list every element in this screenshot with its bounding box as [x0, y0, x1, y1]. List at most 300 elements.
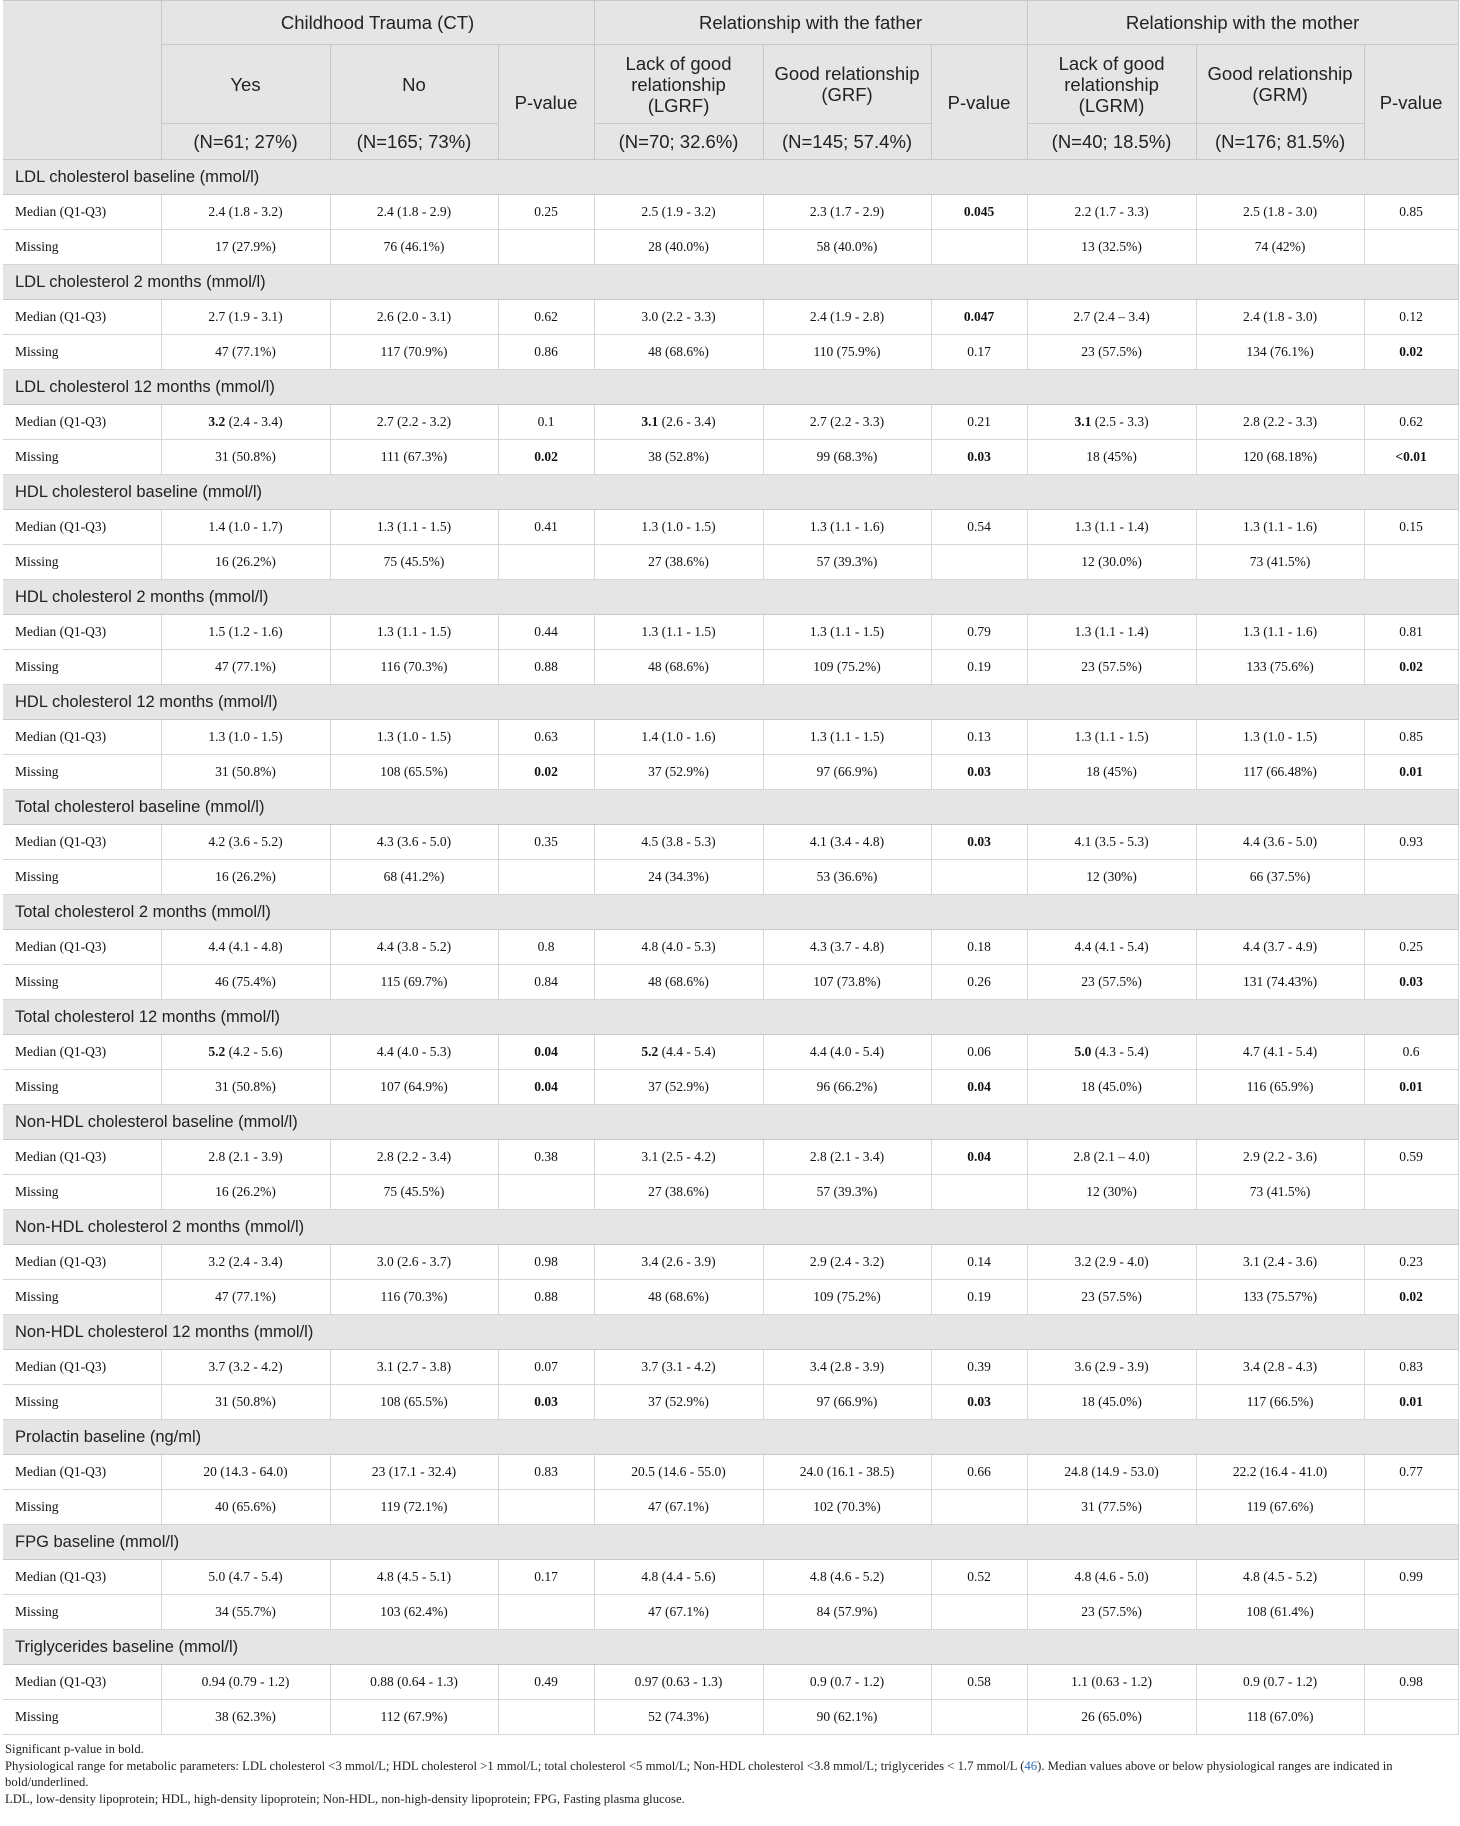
table-row — [3, 1350, 1458, 1385]
table-row — [3, 1245, 1458, 1280]
cell-father-pvalue: 0.26 — [931, 965, 1027, 1000]
cell-grf: 24.0 (16.1 - 38.5) — [763, 1455, 931, 1490]
cell-ct-yes: 1.5 (1.2 - 1.6) — [161, 615, 330, 650]
cell-grf: 0.9 (0.7 - 1.2) — [763, 1665, 931, 1700]
cell-ct-pvalue: 0.02 — [498, 440, 594, 475]
cell-ct-pvalue: 0.98 — [498, 1245, 594, 1280]
cell-father-pvalue — [931, 1175, 1027, 1210]
cell-lgrm: 12 (30.0%) — [1027, 545, 1196, 580]
cell-lgrm: 18 (45%) — [1027, 440, 1196, 475]
cell-grm: 66 (37.5%) — [1196, 860, 1364, 895]
cell-ct-yes: 3.2 (2.4 - 3.4) — [161, 1245, 330, 1280]
cell-grm: 2.8 (2.2 - 3.3) — [1196, 405, 1364, 440]
row-label: Missing — [3, 1280, 161, 1315]
cell-lgrf: 47 (67.1%) — [594, 1595, 763, 1630]
cell-ct-pvalue: 0.25 — [498, 195, 594, 230]
cell-ct-yes: 31 (50.8%) — [161, 755, 330, 790]
row-label: Missing — [3, 755, 161, 790]
col-header-grm: Good relationship (GRM) — [1196, 45, 1364, 124]
col-header-ct-yes: Yes — [161, 45, 330, 124]
section-title: HDL cholesterol 12 months (mmol/l) — [3, 685, 1458, 720]
cell-lgrf: 4.8 (4.4 - 5.6) — [594, 1560, 763, 1595]
table-row — [3, 440, 1458, 475]
results-table — [3, 0, 1459, 1735]
cell-grf: 3.4 (2.8 - 3.9) — [763, 1350, 931, 1385]
cell-lgrm: 23 (57.5%) — [1027, 335, 1196, 370]
section-title: Non-HDL cholesterol 2 months (mmol/l) — [3, 1210, 1458, 1245]
range-value: (2.6 - 3.4) — [658, 414, 716, 429]
cell-ct-pvalue — [498, 1595, 594, 1630]
cell-lgrm: 18 (45.0%) — [1027, 1385, 1196, 1420]
cell-ct-pvalue: 0.04 — [498, 1070, 594, 1105]
section-title: HDL cholesterol baseline (mmol/l) — [3, 475, 1458, 510]
cell-lgrf: 3.7 (3.1 - 4.2) — [594, 1350, 763, 1385]
cell-grf: 58 (40.0%) — [763, 230, 931, 265]
cell-father-pvalue: 0.04 — [931, 1140, 1027, 1175]
cell-ct-pvalue: 0.49 — [498, 1665, 594, 1700]
bold-median-value: 3.1 — [641, 414, 659, 429]
cell-ct-no: 115 (69.7%) — [330, 965, 498, 1000]
table-row — [3, 930, 1458, 965]
cell-lgrm: 3.6 (2.9 - 3.9) — [1027, 1350, 1196, 1385]
cell-ct-pvalue — [498, 545, 594, 580]
range-value: (4.4 - 5.4) — [658, 1044, 716, 1059]
cell-lgrm: 12 (30%) — [1027, 860, 1196, 895]
cell-ct-pvalue: 0.62 — [498, 300, 594, 335]
cell-ct-no: 75 (45.5%) — [330, 1175, 498, 1210]
cell-father-pvalue: 0.17 — [931, 335, 1027, 370]
cell-father-pvalue: 0.14 — [931, 1245, 1027, 1280]
table-row — [3, 720, 1458, 755]
cell-grm: 133 (75.57%) — [1196, 1280, 1364, 1315]
col-header-grf: Good relationship (GRF) — [763, 45, 931, 124]
cell-mother-pvalue: 0.12 — [1364, 300, 1458, 335]
cell-ct-no: 117 (70.9%) — [330, 335, 498, 370]
cell-lgrf — [594, 405, 763, 440]
cell-grm: 117 (66.48%) — [1196, 755, 1364, 790]
table-row — [3, 405, 1458, 440]
cell-lgrf: 27 (38.6%) — [594, 1175, 763, 1210]
cell-mother-pvalue: 0.01 — [1364, 1070, 1458, 1105]
cell-mother-pvalue: 0.99 — [1364, 1560, 1458, 1595]
cell-ct-yes: 31 (50.8%) — [161, 440, 330, 475]
cell-father-pvalue — [931, 1595, 1027, 1630]
cell-grm: 4.7 (4.1 - 5.4) — [1196, 1035, 1364, 1070]
cell-ct-yes: 4.4 (4.1 - 4.8) — [161, 930, 330, 965]
cell-grf: 2.4 (1.9 - 2.8) — [763, 300, 931, 335]
cell-lgrf — [594, 1035, 763, 1070]
n-grf: (N=145; 57.4%) — [763, 124, 931, 160]
cell-grm: 1.3 (1.0 - 1.5) — [1196, 720, 1364, 755]
section-header-row — [3, 160, 1458, 195]
cell-ct-pvalue: 0.38 — [498, 1140, 594, 1175]
cell-ct-no: 108 (65.5%) — [330, 755, 498, 790]
cell-ct-pvalue — [498, 1700, 594, 1735]
row-label: Median (Q1-Q3) — [3, 300, 161, 335]
cell-mother-pvalue: 0.85 — [1364, 195, 1458, 230]
row-label: Median (Q1-Q3) — [3, 1665, 161, 1700]
cell-grm: 2.5 (1.8 - 3.0) — [1196, 195, 1364, 230]
table-row — [3, 965, 1458, 1000]
cell-lgrm: 4.4 (4.1 - 5.4) — [1027, 930, 1196, 965]
cell-ct-pvalue: 0.8 — [498, 930, 594, 965]
section-title: HDL cholesterol 2 months (mmol/l) — [3, 580, 1458, 615]
table-row — [3, 1700, 1458, 1735]
row-label: Missing — [3, 860, 161, 895]
cell-father-pvalue: 0.54 — [931, 510, 1027, 545]
cell-ct-no: 103 (62.4%) — [330, 1595, 498, 1630]
table-row — [3, 230, 1458, 265]
cell-ct-no: 4.4 (3.8 - 5.2) — [330, 930, 498, 965]
cell-ct-pvalue: 0.17 — [498, 1560, 594, 1595]
cell-lgrf: 27 (38.6%) — [594, 545, 763, 580]
cell-grm: 3.1 (2.4 - 3.6) — [1196, 1245, 1364, 1280]
cell-lgrm: 13 (32.5%) — [1027, 230, 1196, 265]
cell-ct-yes: 16 (26.2%) — [161, 545, 330, 580]
cell-father-pvalue: 0.03 — [931, 755, 1027, 790]
cell-mother-pvalue — [1364, 545, 1458, 580]
cell-mother-pvalue: 0.98 — [1364, 1665, 1458, 1700]
row-label: Missing — [3, 965, 161, 1000]
cell-ct-pvalue: 0.03 — [498, 1385, 594, 1420]
row-label: Median (Q1-Q3) — [3, 1455, 161, 1490]
cell-ct-yes: 20 (14.3 - 64.0) — [161, 1455, 330, 1490]
table-row — [3, 545, 1458, 580]
cell-mother-pvalue: 0.83 — [1364, 1350, 1458, 1385]
cell-grm: 22.2 (16.4 - 41.0) — [1196, 1455, 1364, 1490]
cell-ct-yes: 38 (62.3%) — [161, 1700, 330, 1735]
cell-mother-pvalue — [1364, 1175, 1458, 1210]
cell-ct-yes: 47 (77.1%) — [161, 1280, 330, 1315]
cell-lgrf: 52 (74.3%) — [594, 1700, 763, 1735]
cell-ct-no: 108 (65.5%) — [330, 1385, 498, 1420]
cell-mother-pvalue: 0.85 — [1364, 720, 1458, 755]
cell-mother-pvalue: 0.02 — [1364, 335, 1458, 370]
cell-ct-no: 2.4 (1.8 - 2.9) — [330, 195, 498, 230]
cell-ct-yes: 47 (77.1%) — [161, 650, 330, 685]
cell-grm: 4.8 (4.5 - 5.2) — [1196, 1560, 1364, 1595]
cell-ct-yes: 2.7 (1.9 - 3.1) — [161, 300, 330, 335]
cell-grf: 97 (66.9%) — [763, 1385, 931, 1420]
cell-father-pvalue: 0.21 — [931, 405, 1027, 440]
cell-mother-pvalue: 0.23 — [1364, 1245, 1458, 1280]
cell-ct-no: 112 (67.9%) — [330, 1700, 498, 1735]
bold-median-value: 5.0 — [1074, 1044, 1092, 1059]
cell-lgrf: 0.97 (0.63 - 1.3) — [594, 1665, 763, 1700]
cell-ct-pvalue: 0.41 — [498, 510, 594, 545]
cell-father-pvalue: 0.66 — [931, 1455, 1027, 1490]
cell-ct-yes: 1.4 (1.0 - 1.7) — [161, 510, 330, 545]
cell-ct-yes: 17 (27.9%) — [161, 230, 330, 265]
cell-grf: 1.3 (1.1 - 1.5) — [763, 720, 931, 755]
cell-lgrf: 4.8 (4.0 - 5.3) — [594, 930, 763, 965]
table-row — [3, 1175, 1458, 1210]
cell-lgrm: 12 (30%) — [1027, 1175, 1196, 1210]
cell-mother-pvalue: 0.77 — [1364, 1455, 1458, 1490]
cell-lgrm: 23 (57.5%) — [1027, 965, 1196, 1000]
cell-grm: 73 (41.5%) — [1196, 545, 1364, 580]
cell-ct-no: 116 (70.3%) — [330, 1280, 498, 1315]
section-header-row — [3, 895, 1458, 930]
cell-ct-pvalue: 0.88 — [498, 650, 594, 685]
cell-father-pvalue — [931, 1700, 1027, 1735]
table-row — [3, 1035, 1458, 1070]
cell-grf: 1.3 (1.1 - 1.5) — [763, 615, 931, 650]
cell-father-pvalue — [931, 860, 1027, 895]
cell-ct-pvalue: 0.07 — [498, 1350, 594, 1385]
cell-ct-pvalue: 0.04 — [498, 1035, 594, 1070]
table-row — [3, 650, 1458, 685]
cell-grm: 116 (65.9%) — [1196, 1070, 1364, 1105]
range-value: (4.2 - 5.6) — [225, 1044, 283, 1059]
cell-ct-no: 111 (67.3%) — [330, 440, 498, 475]
section-title: LDL cholesterol 2 months (mmol/l) — [3, 265, 1458, 300]
cell-mother-pvalue: 0.15 — [1364, 510, 1458, 545]
cell-grf: 4.4 (4.0 - 5.4) — [763, 1035, 931, 1070]
cell-ct-no: 0.88 (0.64 - 1.3) — [330, 1665, 498, 1700]
cell-lgrf: 48 (68.6%) — [594, 965, 763, 1000]
cell-grf: 57 (39.3%) — [763, 545, 931, 580]
cell-ct-no: 3.1 (2.7 - 3.8) — [330, 1350, 498, 1385]
row-label: Median (Q1-Q3) — [3, 1035, 161, 1070]
cell-ct-no: 4.4 (4.0 - 5.3) — [330, 1035, 498, 1070]
cell-grm: 117 (66.5%) — [1196, 1385, 1364, 1420]
cell-mother-pvalue — [1364, 860, 1458, 895]
cell-grm: 131 (74.43%) — [1196, 965, 1364, 1000]
cell-father-pvalue — [931, 230, 1027, 265]
cell-lgrm: 1.1 (0.63 - 1.2) — [1027, 1665, 1196, 1700]
cell-lgrm: 1.3 (1.1 - 1.4) — [1027, 510, 1196, 545]
cell-lgrf: 38 (52.8%) — [594, 440, 763, 475]
row-label: Missing — [3, 545, 161, 580]
cell-lgrm: 26 (65.0%) — [1027, 1700, 1196, 1735]
cell-father-pvalue — [931, 1490, 1027, 1525]
cell-mother-pvalue: 0.01 — [1364, 755, 1458, 790]
cell-lgrm — [1027, 405, 1196, 440]
row-label: Missing — [3, 335, 161, 370]
cell-grm: 118 (67.0%) — [1196, 1700, 1364, 1735]
section-header-row — [3, 1630, 1458, 1665]
cell-grf: 107 (73.8%) — [763, 965, 931, 1000]
cell-ct-yes: 1.3 (1.0 - 1.5) — [161, 720, 330, 755]
col-header-ct-no: No — [330, 45, 498, 124]
cell-ct-yes: 2.8 (2.1 - 3.9) — [161, 1140, 330, 1175]
cell-lgrf: 37 (52.9%) — [594, 755, 763, 790]
group-header-mother: Relationship with the mother — [1027, 1, 1458, 45]
cell-lgrm: 2.8 (2.1 – 4.0) — [1027, 1140, 1196, 1175]
cell-grm: 134 (76.1%) — [1196, 335, 1364, 370]
cell-lgrf: 20.5 (14.6 - 55.0) — [594, 1455, 763, 1490]
cell-lgrm: 4.8 (4.6 - 5.0) — [1027, 1560, 1196, 1595]
cell-grm: 3.4 (2.8 - 4.3) — [1196, 1350, 1364, 1385]
footnote-significance: Significant p-value in bold. — [5, 1742, 144, 1756]
cell-lgrf: 3.4 (2.6 - 3.9) — [594, 1245, 763, 1280]
cell-lgrf: 1.3 (1.0 - 1.5) — [594, 510, 763, 545]
cell-ct-no: 75 (45.5%) — [330, 545, 498, 580]
cell-lgrf: 24 (34.3%) — [594, 860, 763, 895]
cell-lgrf: 4.5 (3.8 - 5.3) — [594, 825, 763, 860]
col-header-father-pvalue: P-value — [931, 45, 1027, 160]
row-label: Missing — [3, 230, 161, 265]
cell-mother-pvalue: 0.62 — [1364, 405, 1458, 440]
cell-grf: 84 (57.9%) — [763, 1595, 931, 1630]
table-header — [3, 1, 1458, 160]
cell-grf: 4.8 (4.6 - 5.2) — [763, 1560, 931, 1595]
table-row — [3, 1455, 1458, 1490]
col-header-mother-pvalue: P-value — [1364, 45, 1458, 160]
section-header-row — [3, 1000, 1458, 1035]
cell-ct-no: 1.3 (1.1 - 1.5) — [330, 615, 498, 650]
section-title: LDL cholesterol 12 months (mmol/l) — [3, 370, 1458, 405]
cell-ct-no: 76 (46.1%) — [330, 230, 498, 265]
row-label: Median (Q1-Q3) — [3, 615, 161, 650]
cell-lgrf: 1.3 (1.1 - 1.5) — [594, 615, 763, 650]
row-label: Median (Q1-Q3) — [3, 1245, 161, 1280]
cell-mother-pvalue — [1364, 1700, 1458, 1735]
section-header-row — [3, 475, 1458, 510]
cell-father-pvalue: 0.13 — [931, 720, 1027, 755]
cell-mother-pvalue — [1364, 1490, 1458, 1525]
range-value: (4.3 - 5.4) — [1091, 1044, 1149, 1059]
cell-grf: 99 (68.3%) — [763, 440, 931, 475]
n-lgrm: (N=40; 18.5%) — [1027, 124, 1196, 160]
range-value: (2.4 - 3.4) — [225, 414, 283, 429]
table-body — [3, 160, 1458, 1735]
cell-ct-yes: 40 (65.6%) — [161, 1490, 330, 1525]
cell-grm: 108 (61.4%) — [1196, 1595, 1364, 1630]
cell-father-pvalue: 0.06 — [931, 1035, 1027, 1070]
cell-ct-yes: 31 (50.8%) — [161, 1070, 330, 1105]
cell-ct-pvalue — [498, 1175, 594, 1210]
cell-grf: 97 (66.9%) — [763, 755, 931, 790]
cell-lgrf: 37 (52.9%) — [594, 1385, 763, 1420]
bold-median-value: 3.2 — [208, 414, 226, 429]
section-header-row — [3, 685, 1458, 720]
cell-ct-pvalue: 0.63 — [498, 720, 594, 755]
cell-lgrf: 2.5 (1.9 - 3.2) — [594, 195, 763, 230]
cell-lgrm: 2.2 (1.7 - 3.3) — [1027, 195, 1196, 230]
section-title: Non-HDL cholesterol baseline (mmol/l) — [3, 1105, 1458, 1140]
cell-mother-pvalue: 0.03 — [1364, 965, 1458, 1000]
cell-ct-no: 107 (64.9%) — [330, 1070, 498, 1105]
table-row — [3, 825, 1458, 860]
cell-ct-yes: 0.94 (0.79 - 1.2) — [161, 1665, 330, 1700]
section-header-row — [3, 1315, 1458, 1350]
table-row — [3, 860, 1458, 895]
cell-grm: 74 (42%) — [1196, 230, 1364, 265]
section-header-row — [3, 370, 1458, 405]
row-label: Missing — [3, 1595, 161, 1630]
cell-grm: 0.9 (0.7 - 1.2) — [1196, 1665, 1364, 1700]
cell-mother-pvalue: 0.01 — [1364, 1385, 1458, 1420]
cell-mother-pvalue: 0.02 — [1364, 650, 1458, 685]
cell-father-pvalue: 0.03 — [931, 1385, 1027, 1420]
citation-link[interactable]: 46 — [1024, 1758, 1038, 1773]
cell-father-pvalue: 0.04 — [931, 1070, 1027, 1105]
cell-grf: 4.3 (3.7 - 4.8) — [763, 930, 931, 965]
cell-grf: 53 (36.6%) — [763, 860, 931, 895]
cell-grm: 1.3 (1.1 - 1.6) — [1196, 510, 1364, 545]
row-label: Median (Q1-Q3) — [3, 1350, 161, 1385]
table-row — [3, 1140, 1458, 1175]
group-header-father: Relationship with the father — [594, 1, 1027, 45]
cell-ct-no: 2.7 (2.2 - 3.2) — [330, 405, 498, 440]
cell-ct-pvalue — [498, 860, 594, 895]
section-header-row — [3, 265, 1458, 300]
cell-mother-pvalue — [1364, 230, 1458, 265]
cell-grf: 102 (70.3%) — [763, 1490, 931, 1525]
cell-grf: 4.1 (3.4 - 4.8) — [763, 825, 931, 860]
cell-father-pvalue: 0.39 — [931, 1350, 1027, 1385]
cell-lgrf: 37 (52.9%) — [594, 1070, 763, 1105]
cell-grm: 1.3 (1.1 - 1.6) — [1196, 615, 1364, 650]
cell-grm: 73 (41.5%) — [1196, 1175, 1364, 1210]
bold-median-value: 5.2 — [208, 1044, 226, 1059]
cell-grm: 4.4 (3.7 - 4.9) — [1196, 930, 1364, 965]
row-label: Median (Q1-Q3) — [3, 930, 161, 965]
cell-grm: 4.4 (3.6 - 5.0) — [1196, 825, 1364, 860]
cell-lgrm: 18 (45.0%) — [1027, 1070, 1196, 1105]
cell-lgrm: 4.1 (3.5 - 5.3) — [1027, 825, 1196, 860]
cell-ct-no: 68 (41.2%) — [330, 860, 498, 895]
row-label: Median (Q1-Q3) — [3, 195, 161, 230]
cell-mother-pvalue: 0.25 — [1364, 930, 1458, 965]
cell-mother-pvalue: 0.02 — [1364, 1280, 1458, 1315]
section-header-row — [3, 1525, 1458, 1560]
cell-grf: 96 (66.2%) — [763, 1070, 931, 1105]
group-header-ct: Childhood Trauma (CT) — [161, 1, 594, 45]
cell-grf: 109 (75.2%) — [763, 1280, 931, 1315]
section-title: Non-HDL cholesterol 12 months (mmol/l) — [3, 1315, 1458, 1350]
row-label: Missing — [3, 1070, 161, 1105]
table-row — [3, 1385, 1458, 1420]
cell-ct-pvalue: 0.1 — [498, 405, 594, 440]
cell-lgrf: 47 (67.1%) — [594, 1490, 763, 1525]
row-label: Missing — [3, 1385, 161, 1420]
cell-ct-no: 23 (17.1 - 32.4) — [330, 1455, 498, 1490]
cell-lgrm — [1027, 1035, 1196, 1070]
section-header-row — [3, 1210, 1458, 1245]
row-label: Median (Q1-Q3) — [3, 405, 161, 440]
table-row — [3, 1595, 1458, 1630]
cell-mother-pvalue: <0.01 — [1364, 440, 1458, 475]
row-label: Missing — [3, 1175, 161, 1210]
cell-ct-yes: 4.2 (3.6 - 5.2) — [161, 825, 330, 860]
cell-lgrf: 28 (40.0%) — [594, 230, 763, 265]
cell-lgrm: 23 (57.5%) — [1027, 1280, 1196, 1315]
section-title: FPG baseline (mmol/l) — [3, 1525, 1458, 1560]
cell-lgrm: 3.2 (2.9 - 4.0) — [1027, 1245, 1196, 1280]
section-header-row — [3, 1105, 1458, 1140]
cell-ct-yes: 46 (75.4%) — [161, 965, 330, 1000]
footnote-abbreviations: LDL, low-density lipoprotein; HDL, high-density lipoprotein; Non-HDL, non-high-density lipoprotein; FPG, Fasting plasma glucose. — [5, 1791, 685, 1806]
table-row — [3, 300, 1458, 335]
cell-ct-yes: 47 (77.1%) — [161, 335, 330, 370]
section-header-row — [3, 790, 1458, 825]
cell-mother-pvalue: 0.81 — [1364, 615, 1458, 650]
cell-father-pvalue: 0.18 — [931, 930, 1027, 965]
corner-cell — [3, 1, 161, 160]
cell-grf: 57 (39.3%) — [763, 1175, 931, 1210]
table-row — [3, 335, 1458, 370]
cell-ct-yes: 16 (26.2%) — [161, 860, 330, 895]
cell-lgrm: 23 (57.5%) — [1027, 1595, 1196, 1630]
cell-grf: 2.9 (2.4 - 3.2) — [763, 1245, 931, 1280]
table-row — [3, 1665, 1458, 1700]
n-lgrf: (N=70; 32.6%) — [594, 124, 763, 160]
section-title: Triglycerides baseline (mmol/l) — [3, 1630, 1458, 1665]
cell-father-pvalue: 0.03 — [931, 440, 1027, 475]
